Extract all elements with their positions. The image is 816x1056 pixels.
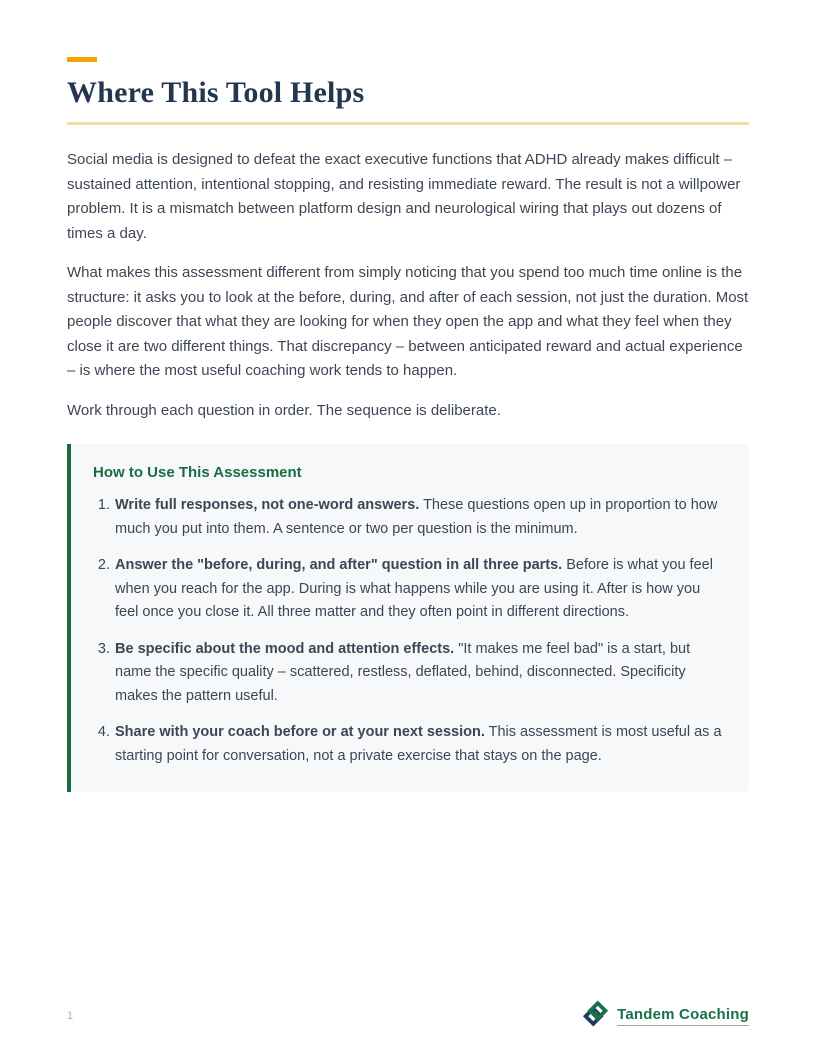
list-item-number: 3. bbox=[97, 640, 110, 657]
tandem-diamond-icon bbox=[582, 1000, 609, 1032]
list-item-text bbox=[115, 494, 723, 541]
list-item-number: 4. bbox=[97, 724, 110, 740]
list-item-text bbox=[115, 638, 723, 709]
brand-name: Tandem Coaching bbox=[617, 1006, 749, 1026]
callout-heading: How to Use This Assessment bbox=[93, 464, 302, 481]
intro-section bbox=[67, 148, 749, 423]
intro-paragraph-2: What makes this assessment different from simply noticing that you spend too much time online is the structure: it asks you to look at the before, during, and after of each session, not just the duration. Most people discover that what they are looking for when they open the app and what they feel when they close it are two different things. That discrepancy – between anticipated reward and actual experience – is where the most useful coaching work tends to happen. bbox=[67, 264, 749, 379]
list-item-body: "It makes me feel bad" is a start, but name the specific quality – scattered, restless, deflated, behind, disconnected. Specificity makes the pattern useful. bbox=[115, 640, 691, 704]
list-item-number: 1. bbox=[97, 497, 110, 513]
page-number: 1 bbox=[67, 1010, 74, 1022]
header-accent-bar bbox=[67, 57, 97, 62]
list-item-number: 2. bbox=[97, 557, 110, 573]
list-item-lead: Answer the "before, during, and after" question in all three parts. bbox=[115, 557, 563, 573]
list-item-text bbox=[115, 721, 723, 768]
list-item-lead: Be specific about the mood and attention effects. bbox=[115, 640, 455, 657]
list-item bbox=[93, 554, 723, 625]
list-item-lead: Share with your coach before or at your next session. bbox=[115, 724, 485, 740]
list-item bbox=[93, 494, 723, 541]
list-item bbox=[93, 638, 723, 709]
page-footer bbox=[67, 1000, 749, 1032]
intro-paragraph-1: Social media is designed to defeat the exact executive functions that ADHD already makes difficult – sustained attention, intentional stopping, and resisting immediate reward. The result is not a willpower problem. It is a mismatch between platform design and neurological wiring that plays out dozens of times a day. bbox=[67, 151, 741, 242]
intro-paragraph-3: Work through each question in order. The sequence is deliberate. bbox=[67, 401, 501, 419]
title-divider bbox=[67, 122, 749, 125]
list-item-body: This assessment is most useful as a starting point for conversation, not a private exercise that stays on the page. bbox=[115, 724, 722, 764]
callout-list bbox=[93, 494, 723, 768]
how-to-use-callout bbox=[67, 444, 749, 792]
list-item-lead: Write full responses, not one-word answers. bbox=[115, 497, 420, 513]
brand-logo bbox=[582, 1000, 749, 1032]
list-item-text bbox=[115, 554, 723, 625]
page-title: Where This Tool Helps bbox=[67, 76, 365, 109]
list-item bbox=[93, 721, 723, 768]
list-item-body: These questions open up in proportion to how much you put into them. A sentence or two per question is the minimum. bbox=[115, 497, 718, 537]
list-item-body: Before is what you feel when you reach for the app. During is what happens while you are using it. After is how you feel once you close it. All three matter and they often point in different directions. bbox=[115, 557, 713, 620]
